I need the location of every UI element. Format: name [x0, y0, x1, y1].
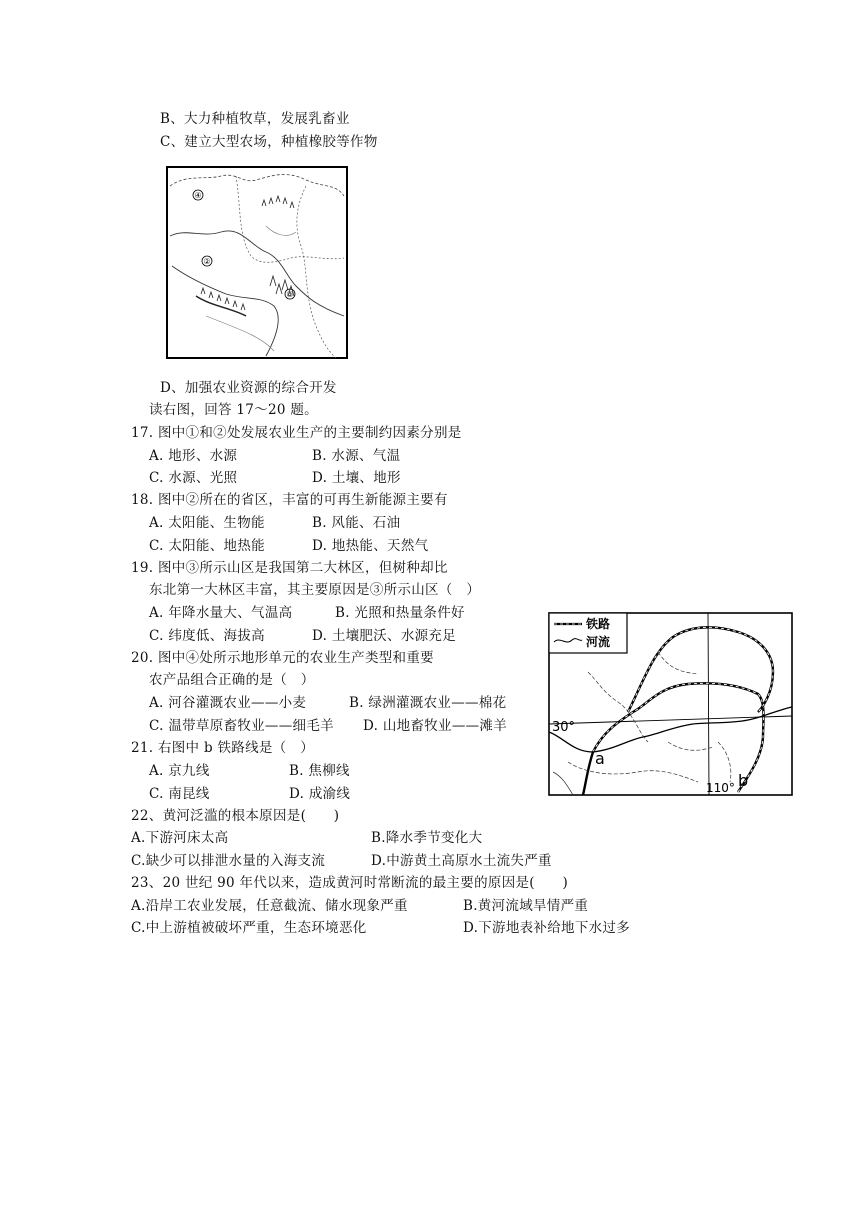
- q19-option-d: D. 土壤肥沃、水源充足: [312, 628, 457, 644]
- q20-option-c: C. 温带草原畜牧业——细毛羊: [149, 718, 334, 734]
- instruction-line: 读右图，回答 17～20 题。: [149, 402, 318, 418]
- q21-stem: 21. 右图中 b 铁路线是（ ）: [131, 740, 315, 756]
- q17-option-d: D. 土壤、地形: [312, 470, 401, 486]
- q23-option-a: A.沿岸工农业发展，任意截流、储水现象严重: [131, 898, 408, 914]
- option-b-line: B、大力种植牧草，发展乳畜业: [160, 111, 350, 127]
- q18-option-d: D. 地热能、天然气: [312, 538, 429, 554]
- point-b-label: b: [738, 771, 749, 790]
- q22-stem: 22、黄河泛滥的根本原因是( ): [131, 808, 340, 824]
- option-c-line: C、建立大型农场，种植橡胶等作物: [160, 134, 378, 150]
- q21-option-c: C. 南昆线: [149, 786, 210, 802]
- q17-option-b: B. 水源、气温: [312, 448, 401, 464]
- map-railway: [548, 612, 793, 796]
- q17-option-a: A. 地形、水源: [149, 448, 238, 464]
- q22-option-a: A.下游河床太高: [131, 830, 229, 846]
- q18-option-b: B. 风能、石油: [312, 515, 401, 531]
- q21-option-a: A. 京九线: [149, 763, 210, 779]
- legend-river-label: 河流: [586, 635, 611, 649]
- lon-label: 110°: [706, 781, 735, 795]
- legend-rail-label: 铁路: [586, 617, 611, 631]
- q19-option-b: B. 光照和热量条件好: [335, 605, 465, 621]
- q20-option-d: D. 山地畜牧业——滩羊: [363, 718, 508, 734]
- q19-option-a: A. 年降水量大、气温高: [149, 605, 293, 621]
- q19-stem-cont: 东北第一大林区丰富，其主要原因是③所示山区（ ）: [149, 582, 481, 598]
- lat-label: 30°: [552, 720, 576, 735]
- option-d-line: D、加强农业资源的综合开发: [160, 380, 337, 396]
- label-4: ④: [194, 191, 202, 200]
- q20-option-b: B. 绿洲灌溉农业——棉花: [349, 695, 507, 711]
- q21-option-d: D. 成渝线: [289, 786, 351, 802]
- q18-option-c: C. 太阳能、地热能: [149, 538, 265, 554]
- q21-option-b: B. 焦柳线: [289, 763, 350, 779]
- q22-option-c: C.缺少可以排泄水量的入海支流: [131, 853, 326, 869]
- q23-option-b: B.黄河流域旱情严重: [463, 898, 589, 914]
- label-2: ②: [203, 257, 211, 266]
- point-a-label: a: [595, 749, 605, 768]
- q18-option-a: A. 太阳能、生物能: [149, 515, 265, 531]
- q20-stem: 20. 图中④处所示地形单元的农业生产类型和重要: [131, 650, 434, 666]
- q22-option-b: B.降水季节变化大: [371, 830, 483, 846]
- q22-option-d: D.中游黄土高原水土流失严重: [371, 853, 552, 869]
- q19-stem: 19. 图中③所示山区是我国第二大林区，但树种却比: [131, 560, 448, 576]
- q20-option-a: A. 河谷灌溉农业——小麦: [149, 695, 307, 711]
- q18-stem: 18. 图中②所在的省区，丰富的可再生新能源主要有: [131, 492, 448, 508]
- q23-stem: 23、20 世纪 90 年代以来，造成黄河时常断流的最主要的原因是( ): [131, 875, 569, 891]
- q23-option-d: D.下游地表补给地下水过多: [463, 920, 631, 936]
- q23-option-c: C.中上游植被破坏严重，生态环境恶化: [131, 920, 367, 936]
- q17-stem: 17. 图中①和②处发展农业生产的主要制约因素分别是: [131, 425, 462, 441]
- label-3: ③: [286, 290, 294, 299]
- q20-stem-cont: 农产品组合正确的是（ ）: [149, 672, 315, 688]
- q19-option-c: C. 纬度低、海拔高: [149, 628, 265, 644]
- map-western-china: [166, 166, 348, 359]
- q17-option-c: C. 水源、光照: [149, 470, 238, 486]
